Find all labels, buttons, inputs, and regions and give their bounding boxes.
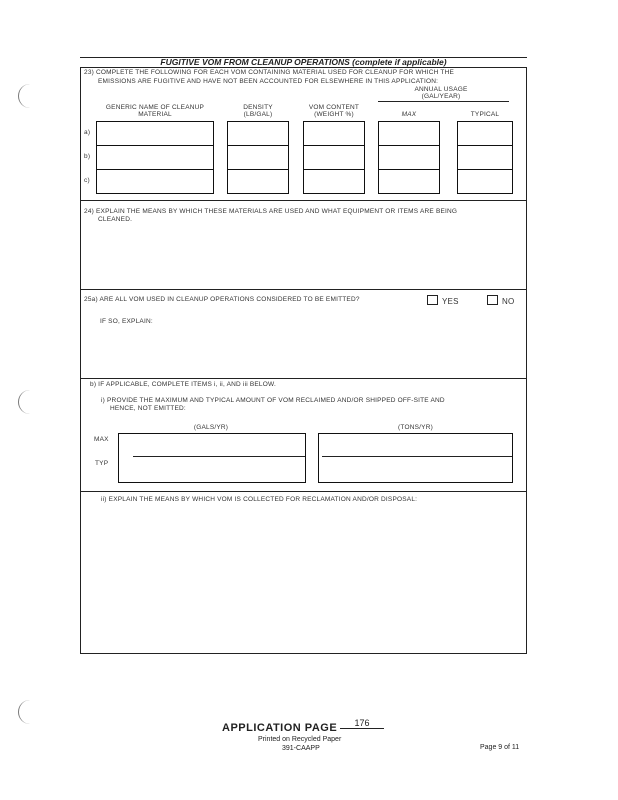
- q25b-text: b) IF APPLICABLE, COMPLETE ITEMS i, ii, AND iii BELOW.: [90, 381, 276, 388]
- col-name-header-2: MATERIAL: [138, 111, 172, 118]
- q25b-i-line1: i) PROVIDE THE MAXIMUM AND TYPICAL AMOUNT OF VOM RECLAIMED AND/OR SHIPPED OFF-SITE AND: [101, 397, 445, 404]
- if-so-explain-label: IF SO, EXPLAIN:: [100, 318, 153, 325]
- annual-usage-rule: [378, 101, 509, 102]
- row-label-c: c): [84, 177, 90, 184]
- q25b-i-line2: HENCE, NOT EMITTED:: [110, 405, 186, 412]
- row-label-a: a): [84, 129, 91, 136]
- cell-b-max[interactable]: [378, 145, 440, 170]
- cell-b-typical[interactable]: [457, 145, 513, 170]
- q25c-text: ii) EXPLAIN THE MEANS BY WHICH VOM IS COLLECTED FOR RECLAMATION AND/OR DISPOSAL:: [101, 496, 418, 503]
- col-vom-header-2: (WEIGHT %): [314, 111, 354, 118]
- application-page-label: APPLICATION PAGE: [222, 722, 338, 734]
- col-vom-header-1: VOM CONTENT: [308, 104, 360, 111]
- row-label-b: b): [84, 153, 91, 160]
- gals-per-year-box[interactable]: [118, 433, 306, 483]
- no-checkbox[interactable]: [487, 295, 498, 305]
- yes-checkbox[interactable]: [427, 295, 438, 305]
- cell-b-vom[interactable]: [303, 145, 365, 170]
- col-typical-header: TYPICAL: [470, 111, 500, 118]
- form-code: 391-CAAPP: [282, 745, 320, 752]
- q24-text-line2: CLEANED.: [98, 216, 133, 223]
- cell-c-density[interactable]: [227, 169, 289, 194]
- col-name-header-1: GENERIC NAME OF CLEANUP: [105, 104, 205, 111]
- scan-margin-mark: [18, 390, 31, 414]
- cell-a-vom[interactable]: [303, 121, 365, 146]
- q23-text-line1: 23) COMPLETE THE FOLLOWING FOR EACH VOM CONTAINING MATERIAL USED FOR CLEANUP FOR WHICH THE: [84, 69, 455, 76]
- no-label: NO: [502, 297, 515, 306]
- application-page-number[interactable]: 176: [340, 718, 384, 729]
- col-max-header: MAX: [401, 111, 417, 118]
- cell-a-typical[interactable]: [457, 121, 513, 146]
- cell-c-material[interactable]: [96, 169, 214, 194]
- q23-text-line2: EMISSIONS ARE FUGITIVE AND HAVE NOT BEEN ACCOUNTED FOR ELSEWHERE IN THIS APPLICATION:: [98, 78, 439, 85]
- annual-usage-unit: (GAL/YEAR): [421, 93, 461, 100]
- scan-margin-mark: [18, 84, 31, 108]
- yes-label: YES: [442, 297, 459, 306]
- section-title: FUGITIVE VOM FROM CLEANUP OPERATIONS (complete if applicable): [160, 57, 447, 67]
- cell-c-vom[interactable]: [303, 169, 365, 194]
- q25a-question: 25a) ARE ALL VOM USED IN CLEANUP OPERATIONS CONSIDERED TO BE EMITTED?: [84, 296, 360, 303]
- q25c-answer-area[interactable]: [84, 506, 522, 650]
- q24-answer-area[interactable]: [84, 226, 522, 286]
- scan-margin-mark: [18, 700, 31, 724]
- unit-tons-label: (TONS/YR): [398, 424, 433, 431]
- typ-row-label: TYP: [95, 460, 109, 467]
- cell-a-material[interactable]: [96, 121, 214, 146]
- tons-per-year-box[interactable]: [318, 433, 513, 483]
- gals-divider: [133, 456, 305, 457]
- max-row-label: MAX: [94, 436, 109, 443]
- unit-gal-label: (GALS/YR): [193, 424, 229, 431]
- cell-a-max[interactable]: [378, 121, 440, 146]
- printed-on-recycled: Printed on Recycled Paper: [258, 736, 342, 743]
- tons-divider: [322, 456, 512, 457]
- col-density-header-2: (LB/GAL): [243, 111, 273, 118]
- cell-c-typical[interactable]: [457, 169, 513, 194]
- col-density-header-1: DENSITY: [243, 104, 273, 111]
- cell-b-density[interactable]: [227, 145, 289, 170]
- cell-c-max[interactable]: [378, 169, 440, 194]
- page-of-label: Page 9 of 11: [480, 744, 520, 751]
- q25a-answer-area[interactable]: [84, 328, 522, 374]
- q24-text-line1: 24) EXPLAIN THE MEANS BY WHICH THESE MATERIALS ARE USED AND WHAT EQUIPMENT OR ITEMS ARE BEING: [84, 208, 458, 215]
- cell-b-material[interactable]: [96, 145, 214, 170]
- cell-a-density[interactable]: [227, 121, 289, 146]
- annual-usage-label: ANNUAL USAGE: [414, 86, 468, 93]
